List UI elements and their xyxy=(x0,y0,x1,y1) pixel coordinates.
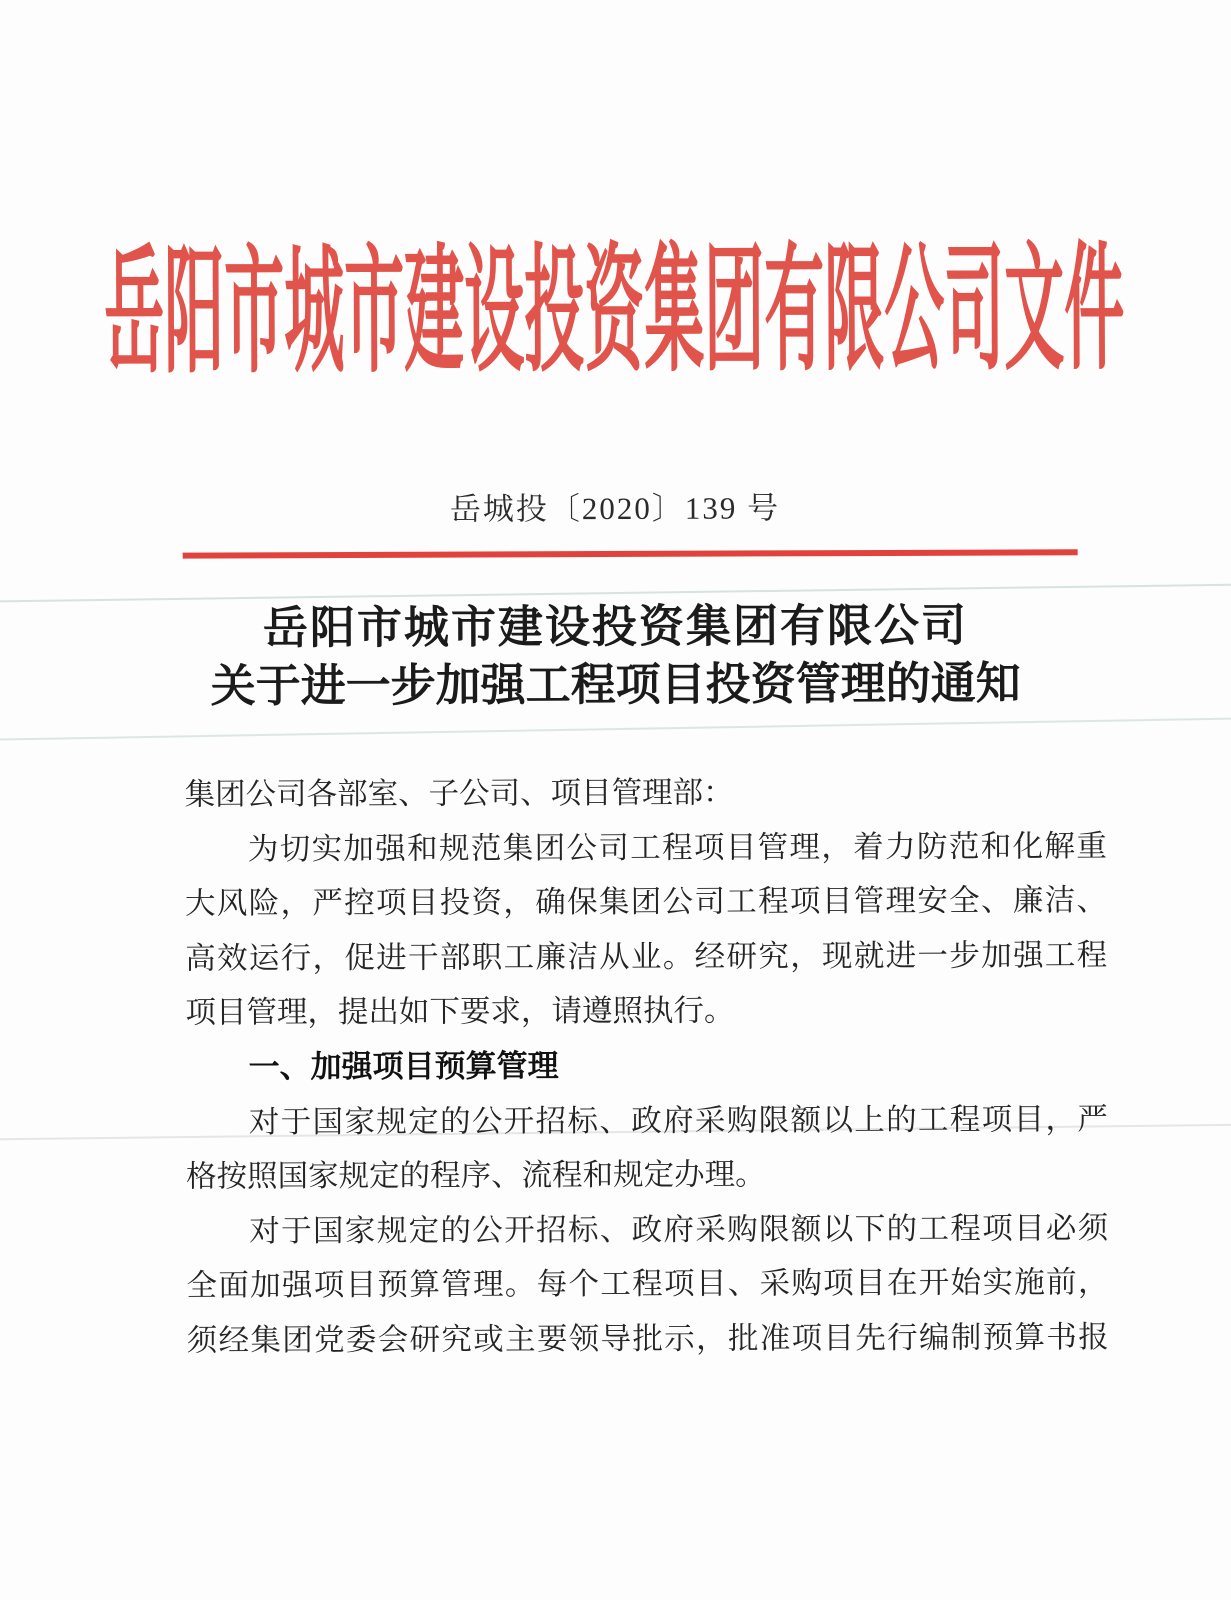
body-line: 高效运行，促进干部职工廉洁从业。经研究，现就进一步加强工程 xyxy=(185,937,1108,976)
body-line: 格按照国家规定的程序、流程和规定办理。 xyxy=(185,1157,766,1194)
scan-artifact-line-2 xyxy=(0,717,1231,740)
body-line: 全面加强项目预算管理。每个工程项目、采购项目在开始实施前， xyxy=(186,1265,1109,1303)
notice-title xyxy=(0,596,1231,717)
document-number: 岳城投〔2020〕139 号 xyxy=(449,490,781,527)
body-line: 对于国家规定的公开招标、政府采购限额以上的工程项目，严 xyxy=(248,1101,1108,1139)
salutation-line: 集团公司各部室、子公司、项目管理部： xyxy=(184,775,734,812)
body-line: 须经集团党委会研究或主要领导批示，批准项目先行编制预算书报 xyxy=(186,1320,1109,1358)
red-header-masthead: 岳阳市城市建设投资集团有限公司文件 xyxy=(103,234,1125,390)
notice-title-line1: 岳阳市城市建设投资集团有限公司 xyxy=(262,600,969,654)
body-line: 对于国家规定的公开招标、政府采购限额以下的工程项目必须 xyxy=(249,1210,1109,1249)
notice-title-line2: 关于进一步加强工程项目投资管理的通知 xyxy=(210,658,1021,712)
section-heading-1: 一、加强项目预算管理 xyxy=(248,1048,559,1085)
document-body xyxy=(184,764,1108,1368)
body-line: 为切实加强和规范集团公司工程项目管理，着力防范和化解重 xyxy=(247,828,1107,867)
red-separator-rule xyxy=(183,549,1078,558)
body-line: 项目管理，提出如下要求，请遵照执行。 xyxy=(185,993,735,1031)
body-line: 大风险，严控项目投资，确保集团公司工程项目管理安全、廉洁、 xyxy=(184,883,1108,921)
